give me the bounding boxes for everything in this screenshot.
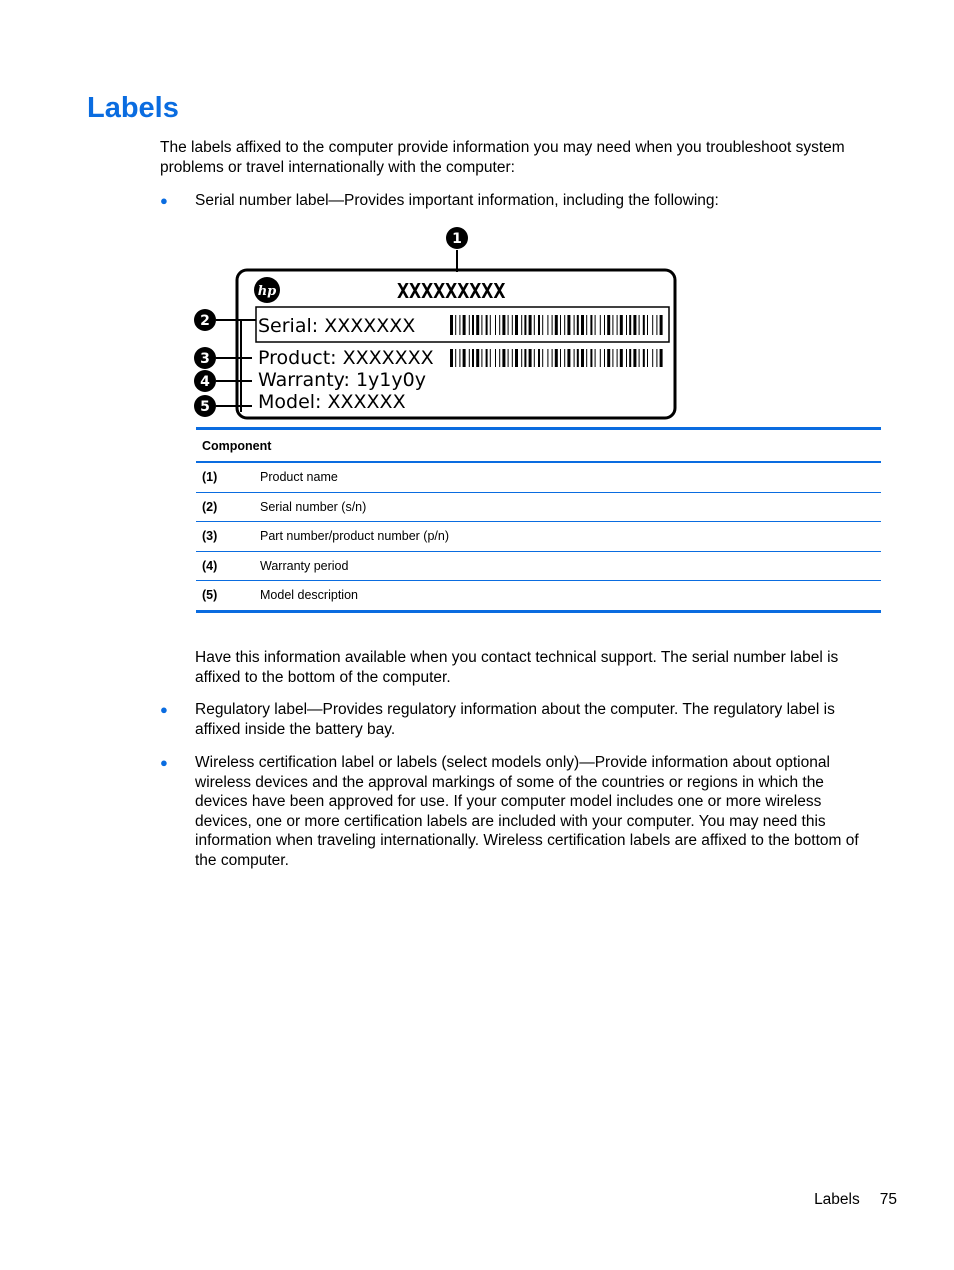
bullet-dot-icon: ● (160, 702, 168, 717)
row-number: (1) (196, 462, 254, 492)
component-table (196, 427, 881, 613)
footer-section: Labels (814, 1191, 860, 1208)
serial-label-note: Have this information available when you contact technical support. The serial number label is affixed to the bottom of the computer. (195, 649, 839, 686)
label-serial-line: Serial: XXXXXXX (258, 315, 416, 337)
row-number: (5) (196, 581, 254, 612)
label-warranty-line: Warranty: 1y1y0y (258, 369, 426, 391)
label-model-line: Model: XXXXXX (258, 391, 406, 413)
page-number: 75 (879, 1191, 897, 1208)
svg-text:5: 5 (200, 399, 210, 415)
table-row (196, 492, 881, 522)
table-row (196, 551, 881, 581)
bullet-text: Regulatory label—Provides regulatory information about the computer. The regulatory label is affixed inside the battery bay. (195, 701, 835, 738)
bullet-dot-icon: ● (160, 193, 168, 208)
row-description: Product name (254, 462, 881, 492)
row-description: Serial number (s/n) (254, 492, 881, 522)
label-product-code: XXXXXXXXX (397, 279, 506, 303)
callout-1 (446, 227, 468, 249)
row-number: (4) (196, 551, 254, 581)
callout-2 (194, 309, 216, 331)
label-product-line: Product: XXXXXXX (258, 347, 434, 369)
svg-text:3: 3 (200, 351, 210, 367)
bullet-dot-icon: ● (160, 755, 168, 770)
page-footer (794, 1191, 897, 1209)
row-description: Model description (254, 581, 881, 612)
callout-3 (194, 347, 216, 369)
table-row (196, 522, 881, 552)
callout-4 (194, 370, 216, 392)
row-number: (3) (196, 522, 254, 552)
svg-text:4: 4 (200, 374, 210, 390)
row-number: (2) (196, 492, 254, 522)
serial-label-illustration (190, 222, 685, 422)
table-row (196, 581, 881, 612)
table-header: Component (196, 429, 881, 463)
bullet-text: Wireless certification label or labels (select models only)—Provide information about optional wireless devices and the approval markings of some of the countries or regions in which the devices have been approved for use. If your computer model includes one or more wireless devices, one or more certification labels are included with your computer. You may need this information when traveling internationally. Wireless certification labels are affixed to the bottom of the computer. (195, 754, 859, 869)
page-title: Labels (87, 92, 179, 124)
hp-logo-icon (254, 277, 280, 303)
hp-logo-text: hp (257, 284, 277, 299)
svg-text:1: 1 (452, 231, 462, 247)
callout-5 (194, 395, 216, 417)
serial-barcode-icon (450, 315, 663, 335)
product-barcode-icon (450, 349, 663, 367)
row-description: Warranty period (254, 551, 881, 581)
svg-text:2: 2 (200, 313, 210, 329)
row-description: Part number/product number (p/n) (254, 522, 881, 552)
table-row (196, 462, 881, 492)
bullet-text: Serial number label—Provides important information, including the following: (195, 192, 719, 209)
intro-paragraph: The labels affixed to the computer provide information you may need when you troubleshoot system problems or travel internationally with the computer: (160, 139, 845, 176)
